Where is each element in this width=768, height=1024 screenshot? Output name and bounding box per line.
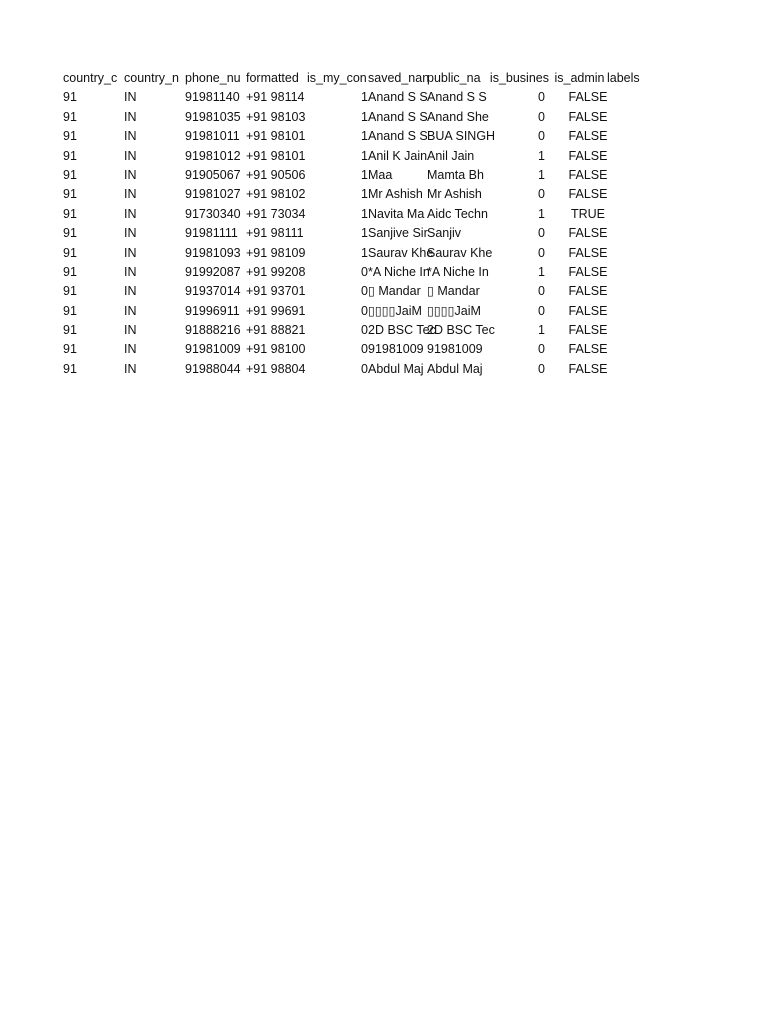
table-cell[interactable]	[610, 166, 671, 185]
table-cell[interactable]	[610, 360, 671, 379]
table-cell[interactable]: 91981012	[185, 148, 241, 163]
table-cell[interactable]: ▯▯▯▯JaiM	[427, 303, 481, 318]
table-cell[interactable]	[610, 302, 671, 321]
table-cell[interactable]	[610, 185, 671, 204]
table-cell[interactable]: +91 98103	[246, 109, 306, 124]
table-cell[interactable]	[610, 127, 671, 146]
table-cell[interactable]: 1	[361, 245, 368, 260]
header-cell[interactable]: public_na	[427, 71, 481, 85]
table-cell[interactable]: IN	[124, 303, 137, 318]
table-cell[interactable]: +91 98100	[246, 342, 306, 357]
table-cell[interactable]: 91	[63, 187, 77, 202]
table-cell[interactable]	[610, 224, 671, 243]
table-cell[interactable]: Anand S S	[427, 90, 487, 105]
table-cell[interactable]: 0	[538, 284, 545, 299]
table-cell[interactable]: Aidc Techn	[427, 206, 488, 221]
table-cell[interactable]: Maa	[368, 167, 393, 182]
table-cell[interactable]: 0	[361, 323, 368, 338]
table-cell[interactable]: 1	[361, 187, 368, 202]
table-cell[interactable]: FALSE	[568, 129, 608, 144]
table-cell[interactable]: +91 73034	[246, 206, 306, 221]
table-cell[interactable]: 91981009	[427, 342, 483, 357]
table-cell[interactable]: +91 90506	[246, 167, 306, 182]
header-cell[interactable]: is_busines	[489, 71, 549, 85]
table-cell[interactable]: 1	[361, 90, 368, 105]
table-cell[interactable]: 91981009	[185, 342, 241, 357]
table-cell[interactable]: 1	[361, 226, 368, 241]
table-cell[interactable]: FALSE	[568, 187, 608, 202]
table-cell[interactable]: *A Niche In	[368, 264, 430, 279]
table-cell[interactable]	[610, 282, 671, 301]
table-cell[interactable]: FALSE	[568, 284, 608, 299]
table-cell[interactable]: 91988044	[185, 361, 241, 376]
table-cell[interactable]: +91 98101	[246, 148, 306, 163]
table-cell[interactable]: 91	[63, 167, 77, 182]
table-cell[interactable]: 1	[538, 264, 545, 279]
table-cell[interactable]: Anand S S	[368, 109, 428, 124]
table-cell[interactable]: 91	[63, 90, 77, 105]
table-cell[interactable]: IN	[124, 206, 137, 221]
table-cell[interactable]: 1	[361, 167, 368, 182]
table-cell[interactable]: Saurav Khe	[427, 245, 493, 260]
table-cell[interactable]: 0	[538, 129, 545, 144]
header-cell[interactable]: saved_nan	[368, 71, 430, 85]
table-cell[interactable]	[610, 321, 671, 340]
table-cell[interactable]: 91	[63, 323, 77, 338]
table-cell[interactable]: 91	[63, 264, 77, 279]
table-cell[interactable]: 0	[538, 361, 545, 376]
table-cell[interactable]: +91 98102	[246, 187, 306, 202]
table-cell[interactable]: 0	[361, 342, 368, 357]
table-cell[interactable]: Abdul Maj	[368, 361, 424, 376]
table-cell[interactable]: 0	[538, 90, 545, 105]
table-cell[interactable]: FALSE	[568, 342, 608, 357]
table-cell[interactable]: 2D BSC Tec	[368, 323, 436, 338]
table-cell[interactable]: 91888216	[185, 323, 241, 338]
table-cell[interactable]: IN	[124, 148, 137, 163]
table-cell[interactable]: 0	[361, 361, 368, 376]
table-cell[interactable]	[610, 88, 671, 107]
header-cell[interactable]: formatted	[246, 71, 299, 85]
table-cell[interactable]: +91 98101	[246, 129, 306, 144]
table-cell[interactable]: Mamta Bh	[427, 167, 484, 182]
table-cell[interactable]: 1	[538, 206, 545, 221]
table-cell[interactable]: 91981111	[185, 226, 238, 241]
table-cell[interactable]: Anand S S	[368, 129, 428, 144]
table-cell[interactable]: ▯ Mandar	[368, 284, 421, 299]
table-cell[interactable]: ▯ Mandar	[427, 284, 480, 299]
header-cell[interactable]: country_c	[63, 71, 118, 85]
table-cell[interactable]: 1	[361, 109, 368, 124]
table-cell[interactable]: 91	[63, 361, 77, 376]
table-cell[interactable]: +91 99208	[246, 264, 306, 279]
table-cell[interactable]: +91 98109	[246, 245, 306, 260]
table-cell[interactable]: IN	[124, 245, 137, 260]
table-cell[interactable]: TRUE	[570, 206, 606, 221]
table-cell[interactable]: IN	[124, 129, 137, 144]
table-cell[interactable]: IN	[124, 109, 137, 124]
table-cell[interactable]: 1	[361, 148, 368, 163]
header-cell[interactable]: labels	[607, 71, 640, 85]
table-cell[interactable]: 91	[63, 206, 77, 221]
table-cell[interactable]: IN	[124, 284, 137, 299]
table-cell[interactable]	[610, 108, 671, 127]
table-cell[interactable]	[610, 205, 671, 224]
table-cell[interactable]: IN	[124, 187, 137, 202]
table-cell[interactable]: IN	[124, 90, 137, 105]
table-cell[interactable]: 91	[63, 109, 77, 124]
header-cell[interactable]: is_my_con	[307, 71, 367, 85]
table-cell[interactable]: +91 98114	[246, 90, 305, 105]
table-cell[interactable]: FALSE	[568, 264, 608, 279]
table-cell[interactable]: 1	[538, 323, 545, 338]
table-cell[interactable]: Anand S S	[368, 90, 428, 105]
table-cell[interactable]: 1	[538, 167, 545, 182]
table-cell[interactable]: 1	[361, 129, 368, 144]
table-cell[interactable]: +91 88821	[246, 323, 306, 338]
table-cell[interactable]: FALSE	[568, 303, 608, 318]
header-cell[interactable]: is_admin	[554, 71, 605, 85]
table-cell[interactable]: +91 99691	[246, 303, 306, 318]
header-cell[interactable]: phone_nu	[185, 71, 241, 85]
table-cell[interactable]: 91	[63, 148, 77, 163]
table-cell[interactable]: 91	[63, 284, 77, 299]
table-cell[interactable]: FALSE	[568, 323, 608, 338]
table-cell[interactable]: IN	[124, 167, 137, 182]
table-cell[interactable]: 91	[63, 342, 77, 357]
table-cell[interactable]: *A Niche In	[427, 264, 489, 279]
table-cell[interactable]	[610, 263, 671, 282]
table-cell[interactable]: 0	[538, 226, 545, 241]
table-cell[interactable]: Sanjive Sir	[368, 226, 428, 241]
table-cell[interactable]: +91 98804	[246, 361, 306, 376]
header-cell[interactable]: country_n	[124, 71, 179, 85]
table-cell[interactable]: 91992087	[185, 264, 241, 279]
table-cell[interactable]: Mr Ashish	[368, 187, 423, 202]
table-cell[interactable]: 2D BSC Tec	[427, 323, 495, 338]
table-cell[interactable]: FALSE	[568, 90, 608, 105]
table-cell[interactable]: Mr Ashish	[427, 187, 482, 202]
table-cell[interactable]	[610, 340, 671, 359]
table-cell[interactable]: 91	[63, 226, 77, 241]
table-cell[interactable]: 0	[538, 187, 545, 202]
table-cell[interactable]: IN	[124, 361, 137, 376]
table-cell[interactable]: Sanjiv	[427, 226, 462, 241]
table-cell[interactable]: BUA SINGH	[427, 129, 496, 144]
table-cell[interactable]: IN	[124, 226, 137, 241]
table-cell[interactable]: 91981027	[185, 187, 241, 202]
table-cell[interactable]: 91	[63, 245, 77, 260]
table-cell[interactable]: 91937014	[185, 284, 241, 299]
table-cell[interactable]: Anil Jain	[427, 148, 475, 163]
table-cell[interactable]: FALSE	[568, 109, 608, 124]
table-cell[interactable]: +91 93701	[246, 284, 306, 299]
table-cell[interactable]: Anand She	[427, 109, 489, 124]
table-cell[interactable]: 91905067	[185, 167, 241, 182]
table-cell[interactable]: 0	[538, 303, 545, 318]
table-cell[interactable]: FALSE	[568, 245, 608, 260]
table-cell[interactable]: 91981093	[185, 245, 241, 260]
table-cell[interactable]: 91981140	[185, 90, 240, 105]
table-cell[interactable]: 91730340	[185, 206, 241, 221]
table-cell[interactable]	[610, 244, 671, 263]
table-cell[interactable]: 91981009	[368, 342, 424, 357]
table-cell[interactable]: FALSE	[568, 148, 608, 163]
table-cell[interactable]: FALSE	[568, 361, 608, 376]
table-cell[interactable]: 91981011	[185, 129, 240, 144]
table-cell[interactable]: IN	[124, 323, 137, 338]
table-cell[interactable]: 0	[361, 303, 368, 318]
table-cell[interactable]: +91 98111	[246, 226, 304, 241]
table-cell[interactable]	[610, 147, 671, 166]
table-cell[interactable]: 1	[361, 206, 368, 221]
table-cell[interactable]: 0	[361, 284, 368, 299]
table-cell[interactable]: Abdul Maj	[427, 361, 483, 376]
table-cell[interactable]: 0	[361, 264, 368, 279]
table-cell[interactable]: 91	[63, 303, 77, 318]
table-cell[interactable]: 91981035	[185, 109, 241, 124]
table-cell[interactable]: 91996911	[185, 303, 240, 318]
table-cell[interactable]: IN	[124, 342, 137, 357]
table-cell[interactable]: 0	[538, 109, 545, 124]
table-cell[interactable]: FALSE	[568, 226, 608, 241]
table-cell[interactable]: Saurav Khe	[368, 245, 434, 260]
table-cell[interactable]: 0	[538, 245, 545, 260]
table-cell[interactable]: 0	[538, 342, 545, 357]
table-cell[interactable]: Navita Ma	[368, 206, 425, 221]
table-cell[interactable]: IN	[124, 264, 137, 279]
table-cell[interactable]: 91	[63, 129, 77, 144]
table-cell[interactable]: FALSE	[568, 167, 608, 182]
table-cell[interactable]: 1	[538, 148, 545, 163]
table-cell[interactable]: ▯▯▯▯JaiM	[368, 303, 422, 318]
table-cell[interactable]: Anil K Jain	[368, 148, 428, 163]
